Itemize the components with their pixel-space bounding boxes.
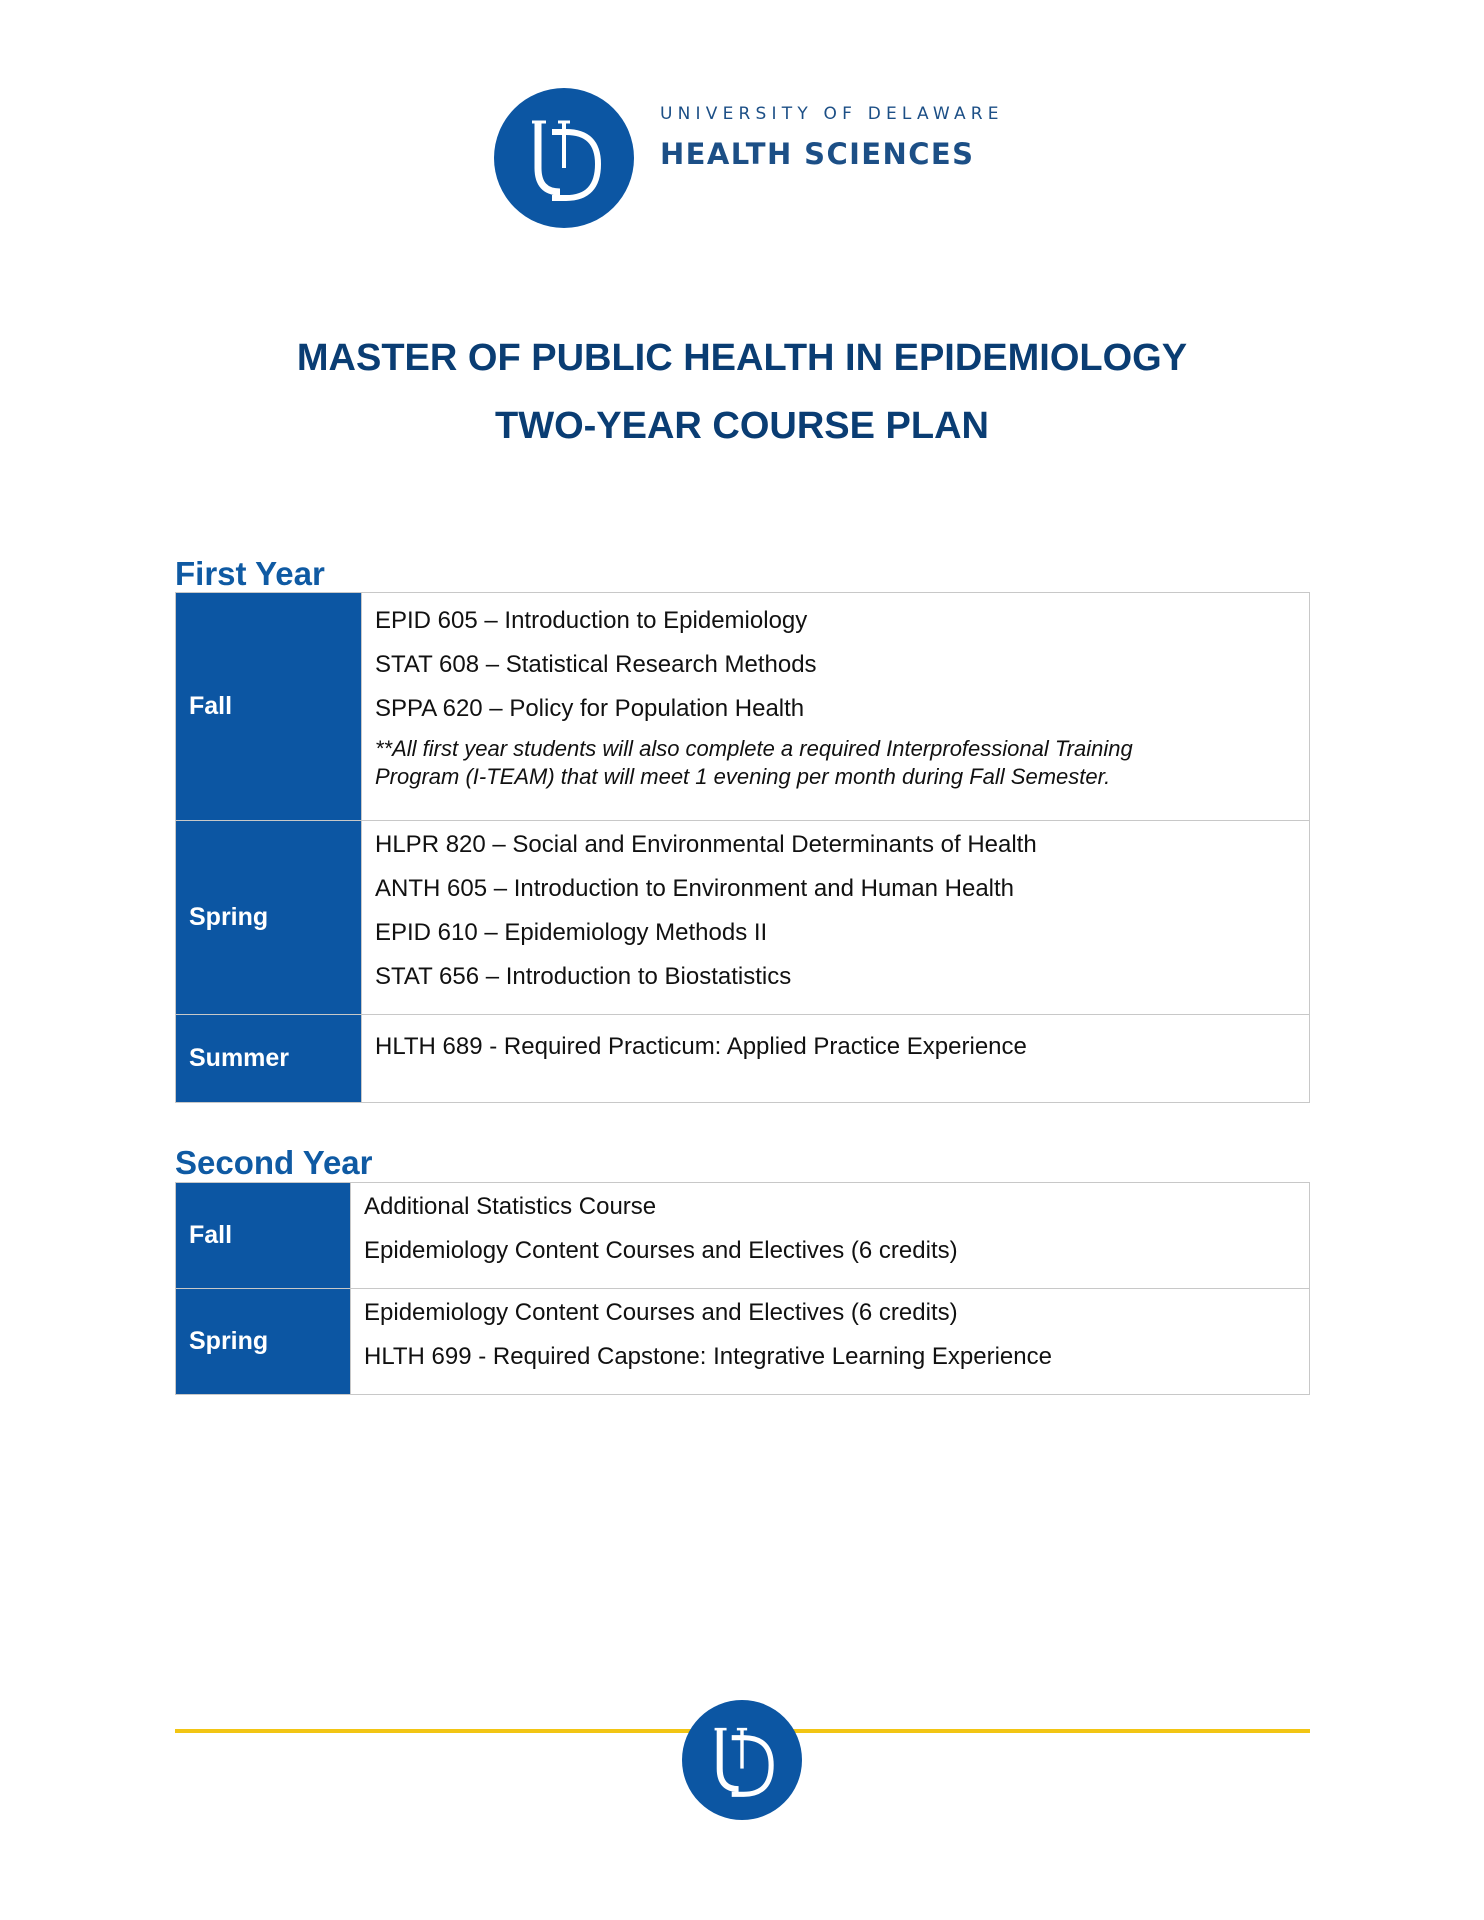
table-row (176, 1289, 1310, 1395)
course-item: HLPR 820 – Social and Environmental Determinants of Health (375, 831, 1037, 858)
department-name: HEALTH SCIENCES (660, 137, 975, 171)
course-item: Epidemiology Content Courses and Electives (6 credits) (364, 1299, 958, 1326)
table-row (176, 821, 1310, 1015)
first-year-heading: First Year (175, 555, 325, 592)
table-row (176, 1015, 1310, 1103)
note-line: **All first year students will also complete a required Interprofessional Training (375, 736, 1133, 761)
first-year-table (175, 592, 1310, 1103)
term-label: Spring (176, 1289, 351, 1395)
course-list (351, 1183, 1310, 1289)
course-item: SPPA 620 – Policy for Population Health (375, 695, 805, 722)
course-item: EPID 605 – Introduction to Epidemiology (375, 607, 808, 634)
course-item: ANTH 605 – Introduction to Environment and Human Health (375, 875, 1015, 902)
course-list (362, 593, 1310, 821)
page-title: MASTER OF PUBLIC HEALTH IN EPIDEMIOLOGY (296, 337, 1188, 379)
term-label: Spring (176, 821, 362, 1015)
second-year-heading: Second Year (175, 1144, 373, 1181)
course-item: HLTH 689 - Required Practicum: Applied Practice Experience (375, 1033, 1027, 1060)
term-label: Summer (176, 1015, 362, 1103)
note-line: Program (I-TEAM) that will meet 1 evening per month during Fall Semester. (375, 764, 1111, 789)
course-item: HLTH 699 - Required Capstone: Integrative Learning Experience (364, 1343, 1052, 1370)
table-row (176, 1183, 1310, 1289)
table-row (176, 593, 1310, 821)
term-label: Fall (176, 593, 362, 821)
course-item: Additional Statistics Course (364, 1193, 657, 1220)
course-list (362, 821, 1310, 1015)
course-item: STAT 608 – Statistical Research Methods (375, 651, 817, 678)
course-list (362, 1015, 1310, 1103)
university-logo-icon (494, 88, 634, 228)
course-note (375, 731, 1309, 809)
page-subtitle: TWO-YEAR COURSE PLAN (495, 405, 989, 447)
second-year-table (175, 1182, 1310, 1395)
term-label: Fall (176, 1183, 351, 1289)
university-name: UNIVERSITY OF DELAWARE (660, 104, 1004, 124)
university-logo-icon (682, 1700, 802, 1820)
course-item: STAT 656 – Introduction to Biostatistics (375, 963, 792, 990)
course-item: EPID 610 – Epidemiology Methods II (375, 919, 768, 946)
course-list (351, 1289, 1310, 1395)
course-item: Epidemiology Content Courses and Electives (6 credits) (364, 1237, 958, 1264)
